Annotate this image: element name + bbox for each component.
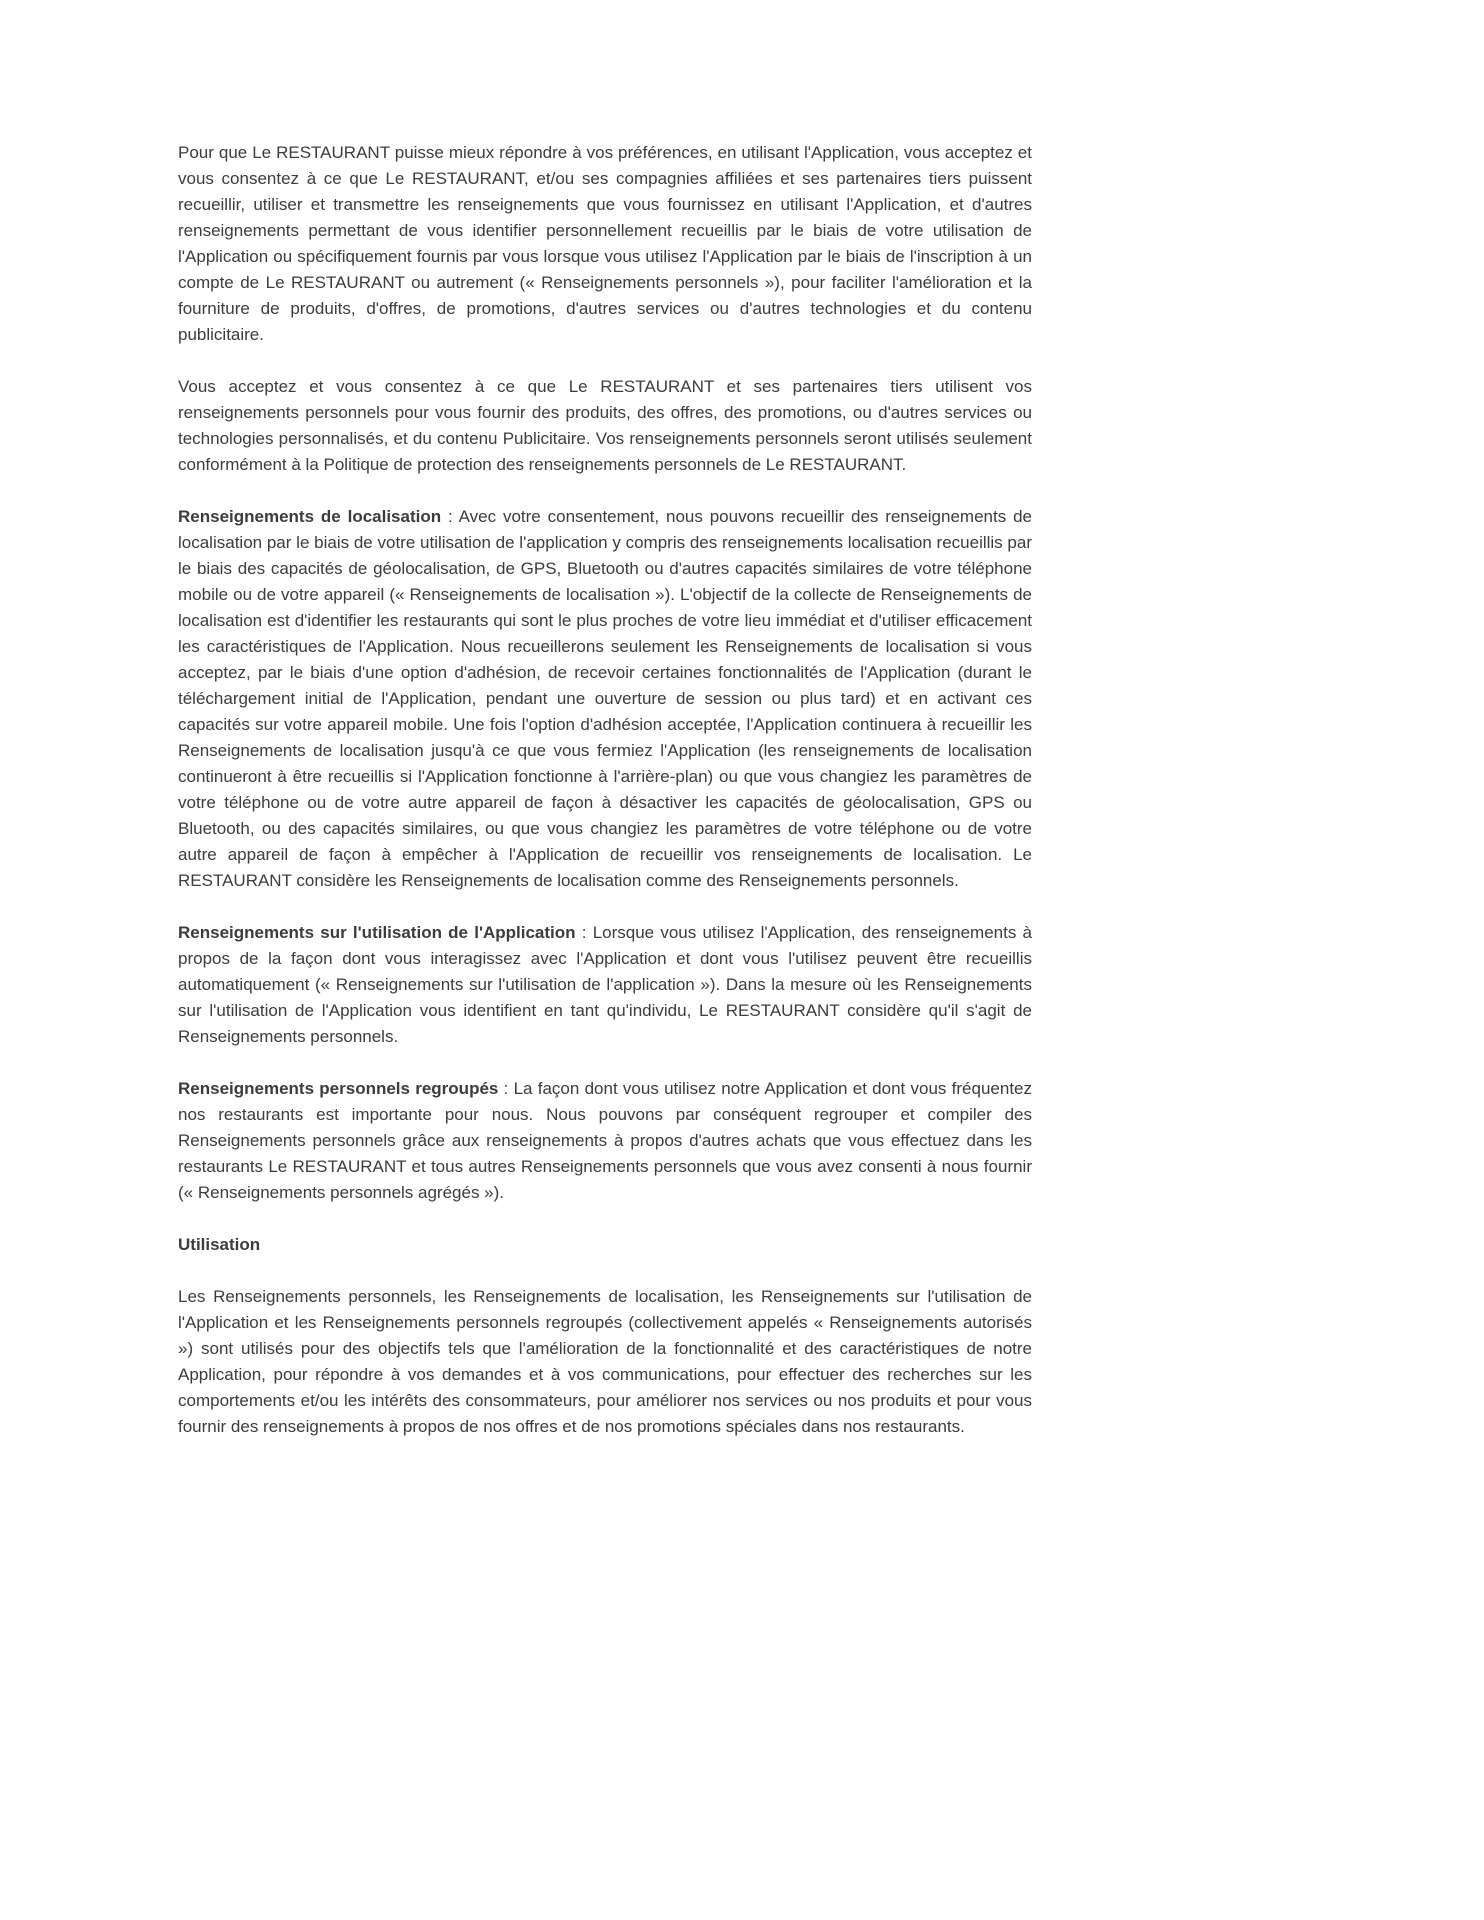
paragraph-separator: : bbox=[441, 507, 459, 526]
paragraph-consent-use bbox=[178, 374, 1032, 478]
document-page bbox=[178, 140, 1032, 1466]
paragraph-lead: Renseignements de localisation bbox=[178, 507, 442, 526]
paragraph-utilisation-application bbox=[178, 920, 1032, 1050]
paragraph-lead: Renseignements personnels regroupés bbox=[178, 1079, 499, 1098]
paragraph-consent-collection bbox=[178, 140, 1032, 348]
paragraph-text: Lorsque vous utilisez l'Application, des renseignements à propos de la façon dont vous interagissez avec l'Application et dont vous l'utilisez peuvent être recueillis automatiquement (« Renseignements sur l'utilisation de l'application »). Dans la mesure où les Renseignements sur l'utilisation de l'Application vous identifient en tant qu'individu, Le RESTAURANT considère qu'il s'agit de Renseignements personnels. bbox=[178, 923, 1033, 1046]
paragraph-text: Les Renseignements personnels, les Renseignements de localisation, les Renseignements sur l'utilisation de l'Application et les Renseignements personnels regroupés (collectivement appelés « Renseignements autorisés ») sont utilisés pour des objectifs tels que l'amélioration de la fonctionnalité et des caractéristiques de notre Application, pour répondre à vos demandes et à vos communications, pour effectuer des recherches sur les comportements et/ou les intérêts des consommateurs, pour améliorer nos services ou nos produits et pour vous fournir des renseignements à propos de nos offres et de nos promotions spéciales dans nos restaurants. bbox=[178, 1287, 1032, 1436]
paragraph-separator: : bbox=[575, 923, 593, 942]
paragraph-lead: Renseignements sur l'utilisation de l'Application bbox=[178, 923, 576, 942]
paragraph-personnels-regroupes bbox=[178, 1076, 1032, 1206]
paragraph-text: La façon dont vous utilisez notre Application et dont vous fréquentez nos restaurants est importante pour nous. Nous pouvons par conséquent regrouper et compiler des Renseignements personnels grâce aux renseignements à propos d'autres achats que vous effectuez dans les restaurants Le RESTAURANT et tous autres Renseignements personnels que vous avez consenti à nous fournir (« Renseignements personnels agrégés »). bbox=[178, 1079, 1032, 1202]
paragraph-separator: : bbox=[498, 1079, 514, 1098]
paragraph-text: Avec votre consentement, nous pouvons recueillir des renseignements de localisation par le biais de votre utilisation de l'application y compris des renseignements localisation recueillis par le biais des capacités de géolocalisation, de GPS, Bluetooth ou d'autres capacités similaires de votre téléphone mobile ou de votre appareil (« Renseignements de localisation »). L'objectif de la collecte de Renseignements de localisation est d'identifier les restaurants qui sont le plus proches de votre lieu immédiat et d'utiliser efficacement les caractéristiques de l'Application. Nous recueillerons seulement les Renseignements de localisation si vous acceptez, par le biais d'une option d'adhésion, de recevoir certaines fonctionnalités de l'Application (durant le téléchargement initial de l'Application, pendant une ouverture de session ou plus tard) et en activant ces capacités sur votre appareil mobile. Une fois l'option d'adhésion acceptée, l'Application continuera à recueillir les Renseignements de localisation jusqu'à ce que vous fermiez l'Application (les renseignements de localisation continueront à être recueillis si l'Application fonctionne à l'arrière-plan) ou que vous changiez les paramètres de votre téléphone ou de votre autre appareil de façon à désactiver les capacités de géolocalisation, GPS ou Bluetooth, ou des capacités similaires, ou que vous changiez les paramètres de votre téléphone ou de votre autre appareil de façon à empêcher à l'Application de recueillir vos renseignements de localisation. Le RESTAURANT considère les Renseignements de localisation comme des Renseignements personnels. bbox=[178, 507, 1032, 890]
paragraph-text: Vous acceptez et vous consentez à ce que Le RESTAURANT et ses partenaires tiers utilisent vos renseignements personnels pour vous fournir des produits, des offres, des promotions, ou d'autres services ou technologies personnalisés, et du contenu Publicitaire. Vos renseignements personnels seront utilisés seulement conformément à la Politique de protection des renseignements personnels de Le RESTAURANT. bbox=[178, 377, 1032, 474]
paragraph-utilisation-objectifs bbox=[178, 1284, 1032, 1440]
section-heading-utilisation: Utilisation bbox=[178, 1235, 261, 1254]
paragraph-renseignements-localisation bbox=[178, 504, 1032, 894]
paragraph-text: Pour que Le RESTAURANT puisse mieux répondre à vos préférences, en utilisant l'Application, vous acceptez et vous consentez à ce que Le RESTAURANT, et/ou ses compagnies affiliées et ses partenaires tiers puissent recueillir, utiliser et transmettre les renseignements que vous fournissez en utilisant l'Application, et d'autres renseignements permettant de vous identifier personnellement recueillis par le biais de votre utilisation de l'Application ou spécifiquement fournis par vous lorsque vous utilisez l'Application par le biais de l'inscription à un compte de Le RESTAURANT ou autrement (« Renseignements personnels »), pour faciliter l'amélioration et la fourniture de produits, d'offres, de promotions, d'autres services ou d'autres technologies et du contenu publicitaire. bbox=[178, 143, 1032, 344]
